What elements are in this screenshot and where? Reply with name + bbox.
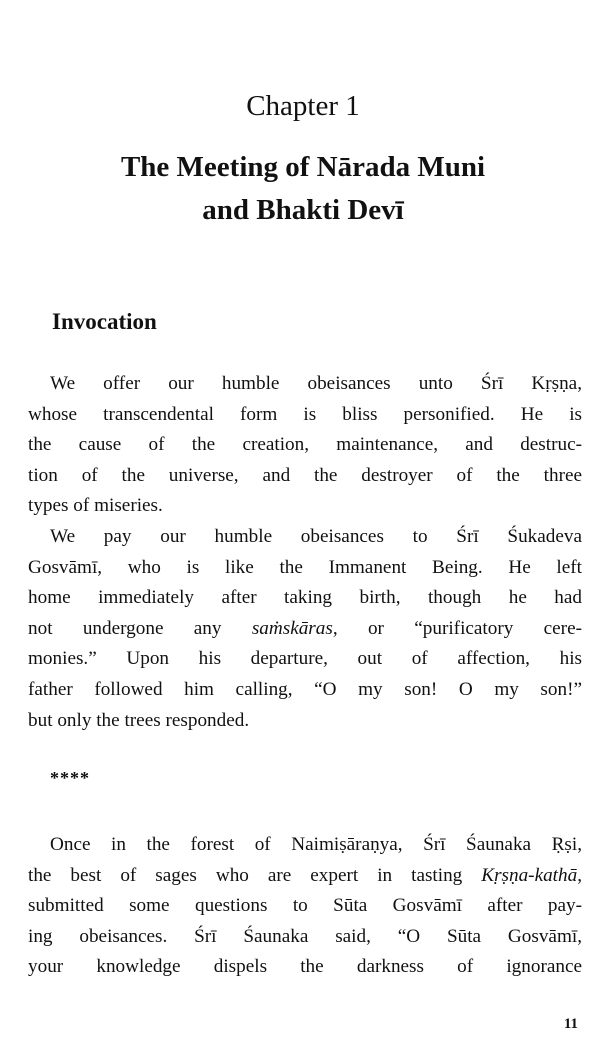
paragraph-invocation-2 [28, 522, 582, 736]
text-line: We offer our humble obeisances unto Śrī Kṛṣṇa, [50, 373, 582, 394]
text-segment: not undergone any [28, 617, 252, 639]
text-line: father followed him calling, “O my son! O my son!” [28, 678, 582, 700]
text-segment: the best of sages who are expert in tasting [28, 864, 482, 886]
text-segment: , or “purificatory cere- [332, 617, 582, 639]
text-segment: , [577, 864, 582, 886]
chapter-title-line-2: and Bhakti Devī [202, 194, 404, 226]
chapter-label: Chapter 1 [246, 90, 360, 122]
text-line: Gosvāmī, who is like the Immanent Being. He left [28, 556, 582, 578]
paragraph-narrative [28, 830, 582, 983]
text-line [28, 861, 582, 892]
text-line: monies.” Upon his departure, out of affection, his [28, 648, 582, 670]
text-line: but only the trees responded. [28, 709, 250, 731]
text-line: We pay our humble obeisances to Śrī Śukadeva [50, 526, 582, 547]
text-line [28, 614, 582, 645]
italic-term: Kṛṣṇa-kathā [481, 864, 578, 886]
text-line: the cause of the creation, maintenance, and destruc- [28, 434, 582, 456]
italic-term: saṁskāras [251, 617, 333, 639]
text-line: whose transcendental form is bliss personified. He is [28, 403, 582, 425]
page-number: 11 [563, 1016, 578, 1032]
text-line: types of miseries. [28, 495, 163, 517]
section-heading: Invocation [52, 309, 157, 334]
text-line: home immediately after taking birth, though he had [28, 587, 582, 609]
text-line: tion of the universe, and the destroyer of the three [28, 464, 582, 486]
text-line: submitted some questions to Sūta Gosvāmī after pay- [28, 895, 582, 917]
chapter-title-line-1: The Meeting of Nārada Muni [120, 151, 486, 183]
text-line: ing obeisances. Śrī Śaunaka said, “O Sūta Gosvāmī, [28, 925, 582, 947]
text-line: your knowledge dispels the darkness of ignorance [28, 956, 582, 978]
section-separator: **** [50, 768, 90, 788]
chapter-title [0, 146, 600, 232]
paragraph-invocation-1 [28, 369, 582, 522]
text-line: Once in the forest of Naimiṣāraṇya, Śrī Śaunaka Ṛṣi, [50, 834, 582, 855]
